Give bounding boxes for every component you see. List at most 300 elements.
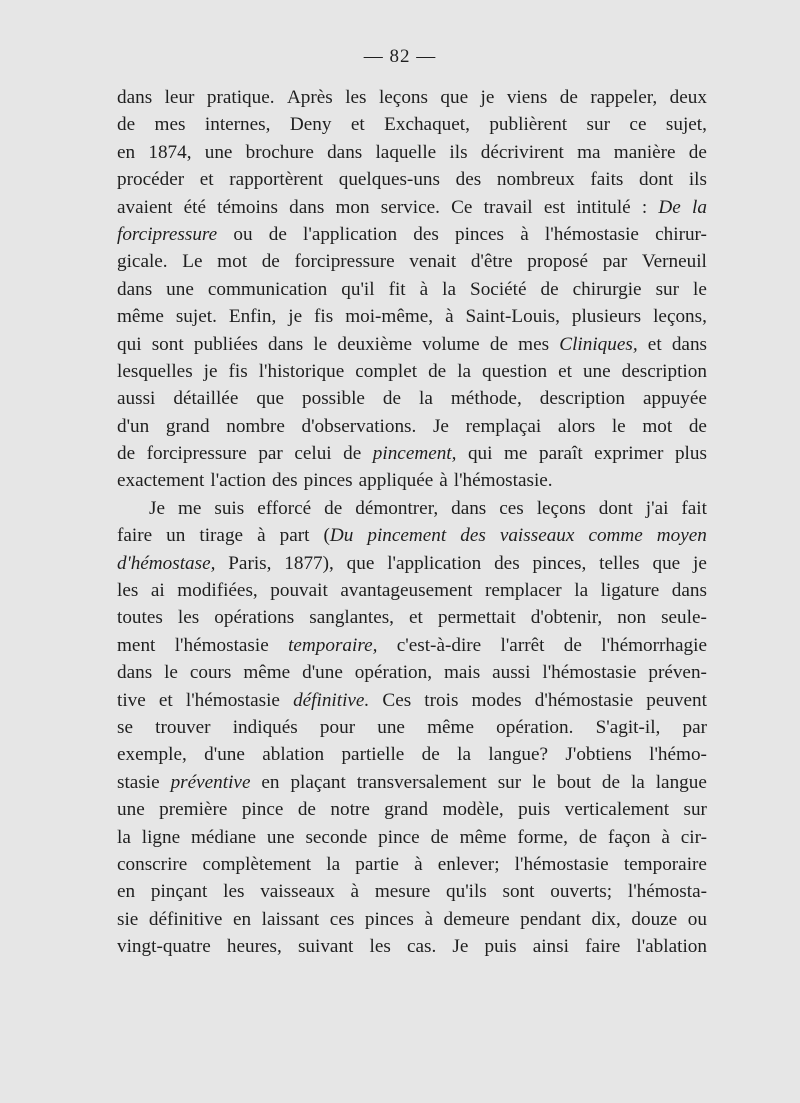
word: exactement: [117, 470, 205, 492]
text-line: [117, 878, 707, 905]
word: préven-: [648, 662, 707, 684]
word: et: [158, 689, 173, 711]
word: mais: [443, 662, 481, 684]
word: communication: [207, 278, 328, 300]
word: nombreux: [496, 169, 575, 191]
word: dans: [117, 278, 153, 300]
text-line: [117, 111, 707, 138]
word: bout: [556, 771, 591, 793]
word: de: [601, 771, 621, 793]
word: et: [647, 333, 662, 355]
word: forcipressure: [146, 443, 247, 465]
text-line: [117, 632, 707, 659]
word: d'une: [302, 662, 343, 684]
text-line: [117, 714, 707, 741]
text-line: [117, 824, 707, 851]
word: leçons: [536, 497, 586, 519]
word: heures,: [226, 936, 282, 958]
text-line: [117, 194, 707, 221]
word: pinçant: [150, 881, 208, 903]
word: volume: [422, 333, 480, 355]
word: de: [261, 251, 280, 273]
word: de: [540, 278, 559, 300]
word: et: [199, 169, 214, 191]
word: qu'il: [341, 278, 375, 300]
word: 1877),: [284, 552, 334, 574]
text-line: [117, 248, 707, 275]
word: gicale.: [117, 251, 168, 273]
word: modifiées,: [177, 580, 258, 602]
word: une: [377, 716, 405, 738]
word: des: [413, 223, 439, 245]
word: à: [414, 853, 423, 875]
word: langue?: [488, 744, 549, 766]
word: Je: [452, 936, 469, 958]
word: trois: [424, 689, 459, 711]
word: ablation: [262, 744, 325, 766]
word: le: [611, 415, 626, 437]
word: je: [480, 87, 495, 108]
word: des: [272, 470, 298, 492]
word: chirurgie: [572, 278, 642, 300]
word: le: [532, 771, 546, 793]
word: est: [543, 196, 566, 218]
word: douze: [631, 908, 678, 930]
word: de: [559, 87, 578, 108]
word: de: [297, 799, 316, 821]
word: la: [574, 580, 589, 602]
word: les: [117, 580, 139, 602]
word: c'est-à-dire: [396, 634, 482, 656]
word: pinces: [364, 908, 414, 930]
word: rapportèrent: [229, 169, 324, 191]
word: sur: [683, 799, 707, 821]
word: le: [693, 278, 707, 300]
text-line: [117, 796, 707, 823]
word: stasie: [117, 771, 160, 793]
word: l'hémostasie: [514, 853, 609, 875]
word: de: [268, 223, 287, 245]
word: je: [203, 360, 218, 382]
text-line: [117, 851, 707, 878]
word: les: [223, 881, 245, 903]
word: mon: [335, 196, 370, 218]
text-line: [117, 741, 707, 768]
word: forme,: [517, 826, 568, 848]
word: pinces,: [532, 552, 587, 574]
word: Je: [149, 497, 165, 519]
word: et: [350, 114, 365, 136]
word: quelques-uns: [338, 169, 440, 191]
word: partielle: [341, 744, 405, 766]
word: seconde: [305, 826, 368, 848]
word: chirur-: [655, 223, 707, 245]
word: sie: [117, 908, 139, 930]
word: même: [459, 826, 507, 848]
word: manière: [613, 141, 676, 163]
italic-word: comme: [588, 525, 643, 547]
word: l'hémostasie: [185, 689, 280, 711]
italic-word: forcipressure: [117, 223, 218, 245]
word: dont: [598, 497, 633, 519]
word: des: [494, 552, 520, 574]
word: l'action: [210, 470, 267, 492]
text-line: [117, 358, 707, 385]
italic-word: temporaire,: [288, 634, 378, 656]
word: mesure: [374, 881, 431, 903]
text-line: [117, 769, 707, 796]
text-line: [117, 522, 707, 549]
word: cir-: [680, 826, 707, 848]
text-line: [117, 385, 707, 412]
word: Après: [286, 87, 333, 108]
word: en: [117, 141, 136, 163]
word: première: [159, 799, 228, 821]
word: paraît: [538, 443, 583, 465]
word: exemple,: [117, 744, 187, 766]
word: grand: [384, 799, 428, 821]
word: description: [539, 388, 625, 410]
word: remplacer: [485, 580, 562, 602]
word: pince: [378, 826, 420, 848]
word: :: [641, 196, 648, 218]
word: la: [419, 388, 433, 410]
word: l'hémosta-: [627, 881, 707, 903]
word: opération.: [496, 716, 574, 738]
word: fait: [681, 497, 707, 519]
word: à: [661, 826, 670, 848]
word: suivant: [297, 936, 354, 958]
word: de: [117, 443, 136, 465]
word: grand: [165, 415, 210, 437]
word: la: [630, 771, 645, 793]
word: dont: [639, 169, 674, 191]
text-line: [117, 604, 707, 631]
word: tive: [117, 689, 146, 711]
word: dans: [117, 662, 153, 684]
word: ma: [577, 141, 601, 163]
word: Deny: [289, 114, 332, 136]
body-text: [117, 84, 707, 961]
word: ils: [449, 141, 468, 163]
italic-word: Cliniques,: [559, 333, 638, 355]
word: transversalement: [356, 771, 487, 793]
text-line: [117, 303, 707, 330]
word: Le: [182, 251, 203, 273]
word: dans: [117, 87, 153, 108]
word: mes: [154, 114, 186, 136]
word: une: [117, 799, 145, 821]
word: ligne: [141, 826, 181, 848]
word: pendant: [520, 908, 581, 930]
text-line: [117, 331, 707, 358]
word: d'hémostasie: [534, 689, 634, 711]
italic-word: De: [658, 196, 681, 218]
word: détaillée: [173, 388, 239, 410]
word: plus: [674, 443, 707, 465]
word: une: [166, 278, 194, 300]
word: l'hémo-: [649, 744, 707, 766]
word: deux: [669, 87, 707, 108]
italic-word: moyen: [656, 525, 707, 547]
word: mot: [217, 251, 248, 273]
word: j'ai: [645, 497, 669, 519]
word: complet: [355, 360, 418, 382]
word: indiqués: [232, 716, 298, 738]
word: cours: [189, 662, 232, 684]
word: et: [558, 360, 572, 382]
word: pratique.: [206, 87, 275, 108]
italic-word: pincement,: [372, 443, 457, 465]
text-line: [117, 166, 707, 193]
word: dans: [268, 333, 304, 355]
word: fis: [228, 360, 248, 382]
word: la: [326, 853, 341, 875]
word: l'hémostasie.: [453, 470, 553, 492]
word: vingt-quatre: [117, 936, 211, 958]
word: une: [204, 141, 233, 163]
word: sur: [497, 771, 522, 793]
word: la: [457, 360, 472, 382]
word: l'hémostasie: [544, 223, 639, 245]
word: même: [117, 306, 164, 328]
word: même: [243, 662, 291, 684]
word: je: [693, 552, 707, 574]
word: procéder: [117, 169, 185, 191]
word: pinces: [303, 470, 353, 492]
word: publièrent: [489, 114, 568, 136]
word: plaçant: [290, 771, 346, 793]
word: exprimer: [594, 443, 664, 465]
word: forcipressure: [294, 251, 395, 273]
word: lesquelles: [117, 360, 193, 382]
word: ou: [687, 908, 707, 930]
word: par: [602, 251, 628, 273]
text-line: [117, 659, 707, 686]
text-line: [117, 577, 707, 604]
word: proposé: [527, 251, 589, 273]
word: les: [369, 936, 391, 958]
word: permettait: [437, 607, 516, 629]
word: fit: [388, 278, 406, 300]
word: ouverts;: [550, 881, 613, 903]
word: de: [382, 388, 402, 410]
word: efforcé: [257, 497, 312, 519]
word: possible: [302, 388, 365, 410]
text-line: [117, 906, 707, 933]
word: faits: [590, 169, 624, 191]
word: définitive: [148, 908, 223, 930]
word: sont: [502, 881, 535, 903]
word: sanglantes,: [309, 607, 394, 629]
word: intitulé: [576, 196, 631, 218]
word: fis: [314, 306, 334, 328]
word: service.: [380, 196, 440, 218]
word: un: [166, 525, 186, 547]
word: sont: [151, 333, 184, 355]
page-number: — 82 —: [363, 46, 437, 67]
word: l'hémostasie: [174, 634, 269, 656]
word: moi-même,: [345, 306, 434, 328]
word: Saint-Louis,: [465, 306, 560, 328]
word: le: [164, 662, 178, 684]
word: leçons: [378, 87, 428, 108]
word: description: [621, 360, 707, 382]
word: modèle,: [442, 799, 504, 821]
word: l'ablation: [636, 936, 707, 958]
word: ment: [117, 634, 156, 656]
word: mes: [518, 333, 550, 355]
word: trouver: [155, 716, 211, 738]
word: façon: [607, 826, 651, 848]
text-line: [117, 413, 707, 440]
word: appuyée: [642, 388, 707, 410]
text-line: [117, 687, 707, 714]
word: qui: [117, 333, 142, 355]
italic-word: vaisseaux: [499, 525, 575, 547]
word: l'hémorrhagie: [601, 634, 707, 656]
word: ainsi: [532, 936, 569, 958]
word: deuxième: [337, 333, 412, 355]
word: Verneuil: [641, 251, 707, 273]
word: de: [117, 114, 136, 136]
word: demeure: [443, 908, 510, 930]
word: ils: [688, 169, 707, 191]
word: sur: [586, 114, 610, 136]
word: que: [256, 388, 285, 410]
word: avantageusement: [340, 580, 473, 602]
word: médiane: [190, 826, 256, 848]
word: telles: [599, 552, 640, 574]
word: appliquée: [358, 470, 434, 492]
text-line: [117, 221, 707, 248]
word: Ces: [382, 689, 412, 711]
italic-word: définitive.: [293, 689, 370, 711]
word: des: [455, 169, 482, 191]
word: part: [279, 525, 310, 547]
word: suis: [214, 497, 245, 519]
text-line: [117, 933, 707, 960]
word: complètement: [202, 853, 312, 875]
word: leçons,: [653, 306, 707, 328]
text-line: [117, 84, 707, 111]
word: alors: [557, 415, 596, 437]
word: me: [504, 443, 528, 465]
word: pour: [319, 716, 356, 738]
word: l'historique: [258, 360, 345, 382]
word: ce: [629, 114, 647, 136]
word: sujet.: [175, 306, 217, 328]
word: que: [440, 87, 469, 108]
word: brochure: [245, 141, 314, 163]
italic-word: la: [691, 196, 707, 218]
word: qu'ils: [446, 881, 487, 903]
word: le: [313, 333, 328, 355]
word: opération,: [354, 662, 433, 684]
word: par: [258, 443, 283, 465]
word: nombre: [226, 415, 285, 437]
word: pinces: [455, 223, 505, 245]
word: méthode,: [450, 388, 522, 410]
word: 1874,: [148, 141, 192, 163]
word: puis: [518, 799, 551, 821]
word: dans: [671, 333, 707, 355]
word: notre: [330, 799, 370, 821]
word: publiées: [193, 333, 258, 355]
word: venait: [409, 251, 457, 273]
word: tirage: [199, 525, 244, 547]
word: décrivirent: [480, 141, 564, 163]
word: de: [430, 826, 449, 848]
word: une: [582, 360, 611, 382]
word: sur: [655, 278, 680, 300]
italic-word: des: [460, 525, 486, 547]
word: ligature: [600, 580, 660, 602]
word: aussi: [117, 388, 156, 410]
word: en: [232, 908, 252, 930]
word: aussi: [492, 662, 531, 684]
word: question: [482, 360, 548, 382]
word: à: [419, 278, 429, 300]
word: l'hémostasie: [542, 662, 637, 684]
text-line: [117, 276, 707, 303]
word: (Du: [323, 525, 354, 547]
word: d'être: [470, 251, 513, 273]
word: de: [428, 360, 447, 382]
word: de: [343, 443, 362, 465]
word: d'observations.: [301, 415, 417, 437]
word: en: [117, 881, 136, 903]
text-line: [117, 550, 707, 577]
word: cas.: [406, 936, 437, 958]
word: l'application: [387, 552, 482, 574]
word: à: [439, 470, 448, 492]
word: Enfin,: [228, 306, 277, 328]
word: la: [457, 744, 472, 766]
word: même: [427, 716, 474, 738]
word: à: [257, 525, 266, 547]
word: me: [177, 497, 202, 519]
word: à: [424, 908, 433, 930]
word: pouvait: [270, 580, 328, 602]
word: opérations: [214, 607, 295, 629]
word: non: [617, 607, 647, 629]
word: faire: [117, 525, 153, 547]
text-line: [117, 440, 707, 467]
word: toutes: [117, 607, 163, 629]
word: à: [350, 881, 360, 903]
word: la: [117, 826, 131, 848]
word: la: [442, 278, 457, 300]
word: de: [578, 826, 597, 848]
word: dans: [451, 497, 487, 519]
word: puis: [484, 936, 517, 958]
word: je: [288, 306, 303, 328]
word: faire: [585, 936, 621, 958]
word: dans: [327, 141, 363, 163]
italic-word: préventive: [170, 771, 251, 793]
word: d'un: [117, 415, 150, 437]
word: peuvent: [646, 689, 707, 711]
word: d'obtenir,: [530, 607, 603, 629]
word: de: [563, 634, 582, 656]
word: mot: [642, 415, 673, 437]
word: leur: [164, 87, 195, 108]
word: témoins: [217, 196, 278, 218]
word: rappeler,: [590, 87, 658, 108]
word: les: [345, 87, 367, 108]
word: ai: [150, 580, 165, 602]
